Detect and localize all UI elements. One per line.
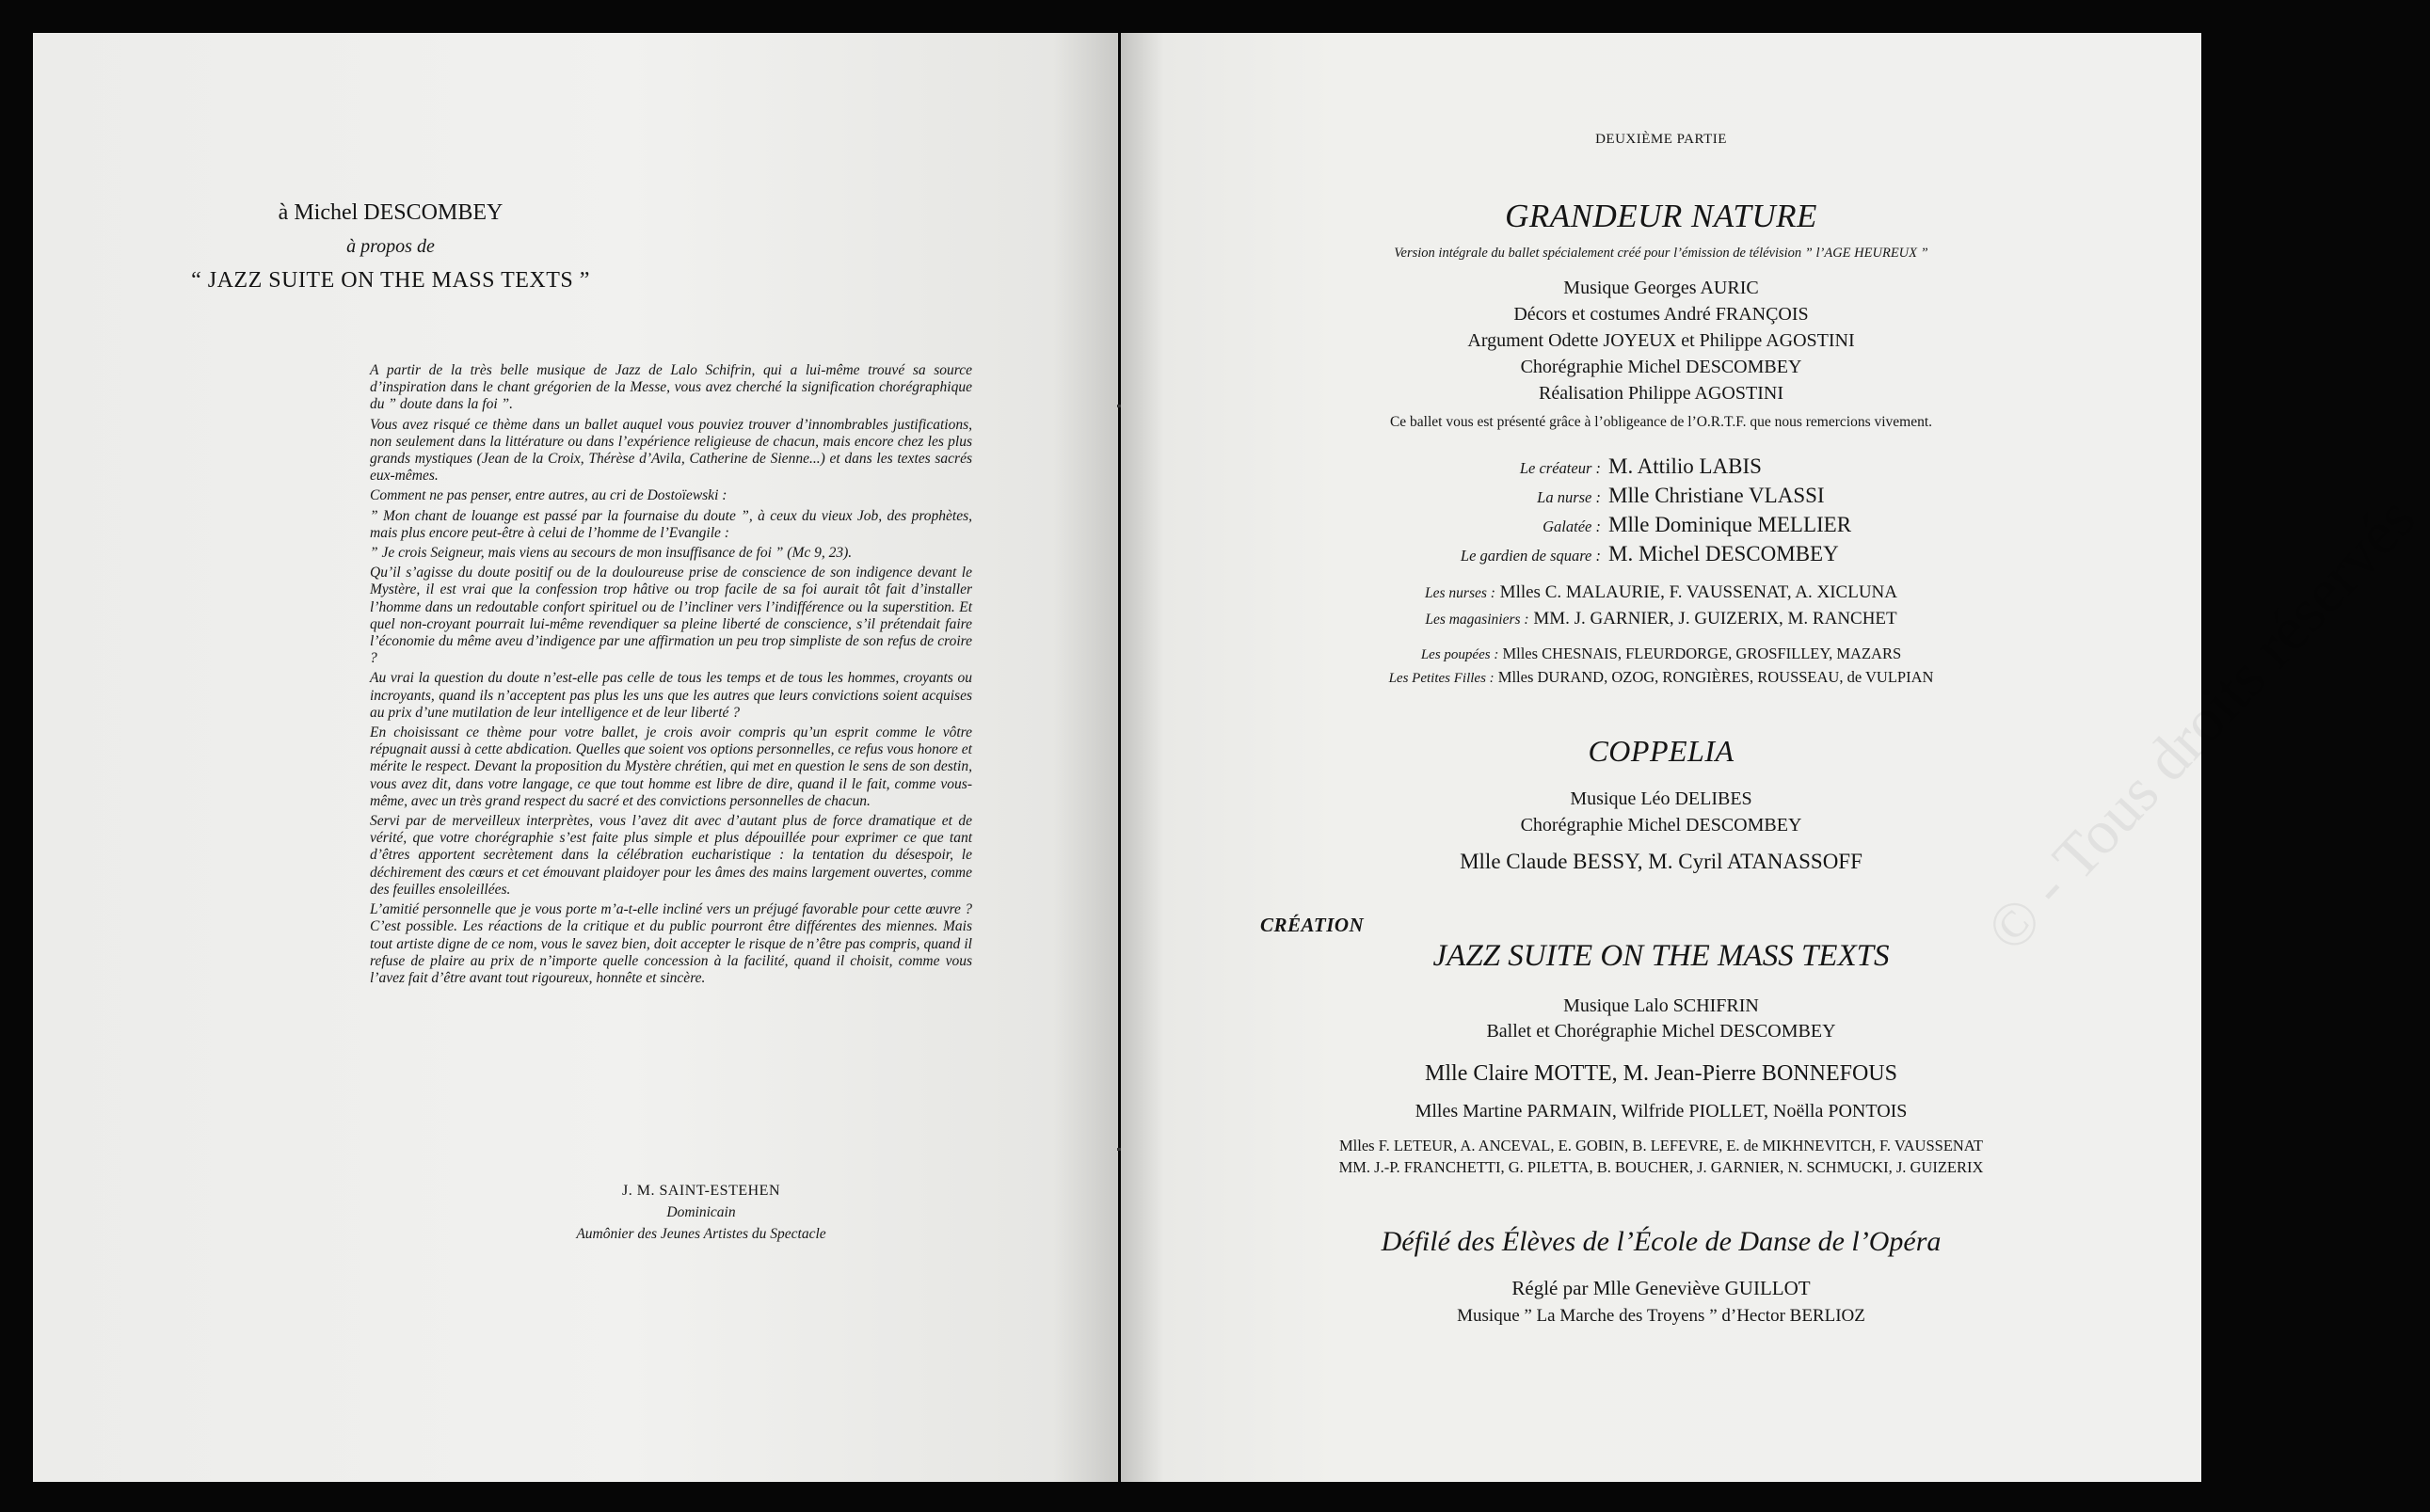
- cast-role: Le gardien de square :: [1460, 547, 1601, 565]
- essay-paragraph: Comment ne pas penser, entre autres, au cri de Dostoïewski :: [370, 487, 727, 504]
- jazz-soloists: Mlles Martine PARMAIN, Wilfride PIOLLET, Noëlla PONTOIS: [1415, 1101, 1908, 1122]
- credit-line: Argument Odette JOYEUX et Philippe AGOSTINI: [1467, 330, 1855, 351]
- essay-paragraph: En choisissant ce thème pour votre ballet, je crois avoir compris qu’un esprit comme le vôtre répugnait aussi à cette abdication. Quelles que soient vos options personnelles, ce refus vous honore et mérite le respect. Devant la proposition du Mystère chrétien, qui met en question le sens de son destin, vous avez dit, dans votre langage, ce que tout homme est libre de dire, quand il le fait, comme vous-même, avec un très grand respect du sacré et des convictions personnelles de chacun.: [370, 724, 972, 809]
- grandeur-title: GRANDEUR NATURE: [1505, 198, 1817, 234]
- cast-name: M. Michel DESCOMBEY: [1608, 542, 1839, 565]
- watermark: © - Tous droits réservés: [1973, 484, 2429, 965]
- cast-row: [1121, 542, 1839, 566]
- essay-paragraph: ” Je crois Seigneur, mais viens au secours de mon insuffisance de foi ” (Mc 9, 23).: [370, 545, 853, 562]
- group-names: Mlles C. MALAURIE, F. VAUSSENAT, A. XICLUNA: [1499, 582, 1897, 602]
- cast-role: Galatée :: [1543, 517, 1601, 535]
- credit-line: Musique Léo DELIBES: [1570, 788, 1752, 809]
- thanks-note: Ce ballet vous est présenté grâce à l’obligeance de l’O.R.T.F. que nous remercions vivement.: [1389, 414, 1933, 430]
- cast-name: Mlle Dominique MELLIER: [1608, 513, 1852, 536]
- coppelia-title: COPPELIA: [1588, 734, 1735, 768]
- group-row: [1121, 582, 2201, 603]
- defile-line: Musique ” La Marche des Troyens ” d’Hector BERLIOZ: [1457, 1306, 1865, 1326]
- essay-paragraph: Au vrai la question du doute n’est-elle pas celle de tous les temps et de tous les hommes, croyants ou incroyants, quand ils n’acceptent pas plus les uns que les autres que leurs convictions soient acquises au prix d’une mutilation de leur intelligence et de leur liberté ?: [370, 670, 972, 721]
- credit-line: Musique Lalo SCHIFRIN: [1563, 995, 1759, 1016]
- cast-name: Mlle Christiane VLASSI: [1608, 484, 1825, 507]
- group-row: [1121, 609, 2201, 629]
- credit-line: Réalisation Philippe AGOSTINI: [1539, 383, 1783, 404]
- group-names: Mlles CHESNAIS, FLEURDORGE, GROSFILLEY, MAZARS: [1502, 645, 1902, 662]
- cast-row: [1121, 513, 1851, 537]
- credit-line: Musique Georges AURIC: [1563, 278, 1759, 298]
- jazz-principals: Mlle Claire MOTTE, M. Jean-Pierre BONNEFOUS: [1425, 1061, 1897, 1086]
- group-row: [1121, 645, 2201, 663]
- signature-name: J. M. SAINT-ESTEHEN: [621, 1183, 781, 1199]
- group-names: MM. J. GARNIER, J. GUIZERIX, M. RANCHET: [1533, 609, 1897, 629]
- credit-line: Chorégraphie Michel DESCOMBEY: [1520, 815, 1802, 836]
- essay-paragraph: ” Mon chant de louange est passé par la fournaise du doute ”, à ceux du vieux Job, des prophètes, mais plus encore peut-être à celui de l’homme de l’Evangile :: [370, 507, 972, 541]
- cast-role: Le créateur :: [1519, 459, 1601, 477]
- group-row: [1121, 668, 2201, 687]
- cast-name: M. Attilio LABIS: [1608, 454, 1762, 478]
- cast-row: [1121, 454, 1762, 479]
- part-label: DEUXIÈME PARTIE: [1595, 132, 1727, 147]
- jazz-title: JAZZ SUITE ON THE MASS TEXTS: [1432, 939, 1890, 973]
- defile-title: Défilé des Élèves de l’École de Danse de l’Opéra: [1381, 1226, 1942, 1257]
- defile-line: Réglé par Mlle Geneviève GUILLOT: [1511, 1277, 1811, 1299]
- group-role: Les nurses :: [1425, 585, 1495, 601]
- right-page: [1121, 33, 2429, 1482]
- grandeur-subtitle: Version intégrale du ballet spécialement créé pour l’émission de télévision ” l’AGE HEUREUX ”: [1394, 246, 1928, 261]
- cast-row: [1121, 484, 1825, 508]
- group-role: Les poupées :: [1420, 647, 1499, 662]
- signature-order: Dominicain: [666, 1204, 736, 1220]
- essay-paragraph: Vous avez risqué ce thème dans un ballet auquel vous pouviez trouver d’innombrables justifications, non seulement dans la littérature ou dans l’expérience religieuse de chacun, mais encore chez les plus grands mystiques (Jean de la Croix, Thérèse d’Avila, Catherine de Sienne...) et dans les textes sacrés eux-mêmes.: [370, 416, 972, 485]
- group-role: Les Petites Filles :: [1388, 671, 1495, 686]
- essay-paragraph: A partir de la très belle musique de Jazz de Lalo Schifrin, qui a lui-même trouvé sa source d’inspiration dans le chant grégorien de la Messe, vous avez cherché la signification chorégraphique du ” doute dans la foi ”.: [370, 362, 972, 413]
- left-page: [33, 33, 1118, 1482]
- coppelia-cast: Mlle Claude BESSY, M. Cyril ATANASSOFF: [1460, 850, 1862, 873]
- creation-tag: CRÉATION: [1260, 914, 1365, 936]
- dedication-line-2: à propos de: [346, 236, 435, 257]
- jazz-corps-line: Mlles F. LETEUR, A. ANCEVAL, E. GOBIN, B. LEFEVRE, E. de MIKHNEVITCH, F. VAUSSENAT: [1339, 1137, 1983, 1154]
- essay-paragraph: Servi par de merveilleux interprètes, vous l’avez dit avec d’autant plus de force dramatique et de vérité, que votre chorégraphie s’est faite plus simple et plus dépouillée pour exprimer ce que tant d’êtres apportent secrètement dans la célébration eucharistique : la tentation du désespoir, le déchirement des cœurs et cet émouvant plaidoyer pour les âmes des mains largement ouvertes, comme des feuilles ensoleillées.: [370, 813, 972, 898]
- dedication-title: “ JAZZ SUITE ON THE MASS TEXTS ”: [191, 268, 590, 293]
- cast-role: La nurse :: [1537, 488, 1601, 506]
- credit-line: Chorégraphie Michel DESCOMBEY: [1520, 357, 1802, 377]
- group-names: Mlles DURAND, OZOG, RONGIÈRES, ROUSSEAU, de VULPIAN: [1497, 668, 1934, 686]
- essay-text: [370, 362, 972, 990]
- credit-line: Ballet et Chorégraphie Michel DESCOMBEY: [1486, 1021, 1836, 1042]
- dedication-line-1: à Michel DESCOMBEY: [278, 200, 504, 225]
- signature-role: Aumônier des Jeunes Artistes du Spectacle: [576, 1226, 826, 1242]
- credit-line: Décors et costumes André FRANÇOIS: [1513, 304, 1809, 325]
- essay-paragraph: Qu’il s’agisse du doute positif ou de la douloureuse prise de conscience de son indigence devant le Mystère, il est vrai que la confession trop hâtive ou trop facile de sa foi aurait tôt fait d’installer l’homme dans un redoutable confort spirituel ou de l’incliner vers l’indifférence ou la superstition. Et quel non-croyant pourrait lui-même revendiquer sa pleine liberté de conscience, s’il prétendait faire l’économie du même aveu d’indigence par une affirmation un peu trop simpliste de son refus de croire ?: [370, 565, 972, 667]
- essay-paragraph: L’amitié personnelle que je vous porte m’a-t-elle incliné vers un préjugé favorable pour cette œuvre ? C’est possible. Les réactions de la critique et du public pourront être différentes des miennes. Mais tout artiste digne de ce nom, vous le savez bien, doit accepter le risque de n’être pas compris, quand il refuse de plaire au prix de n’importe quelle concession à la facilité, quand il choisit, comme vous l’avez fait d’être avant tout rigoureux, honnête et sincère.: [370, 901, 972, 986]
- group-role: Les magasiniers :: [1425, 612, 1529, 628]
- jazz-corps-line: MM. J.-P. FRANCHETTI, G. PILETTA, B. BOUCHER, J. GARNIER, N. SCHMUCKI, J. GUIZERIX: [1338, 1158, 1984, 1176]
